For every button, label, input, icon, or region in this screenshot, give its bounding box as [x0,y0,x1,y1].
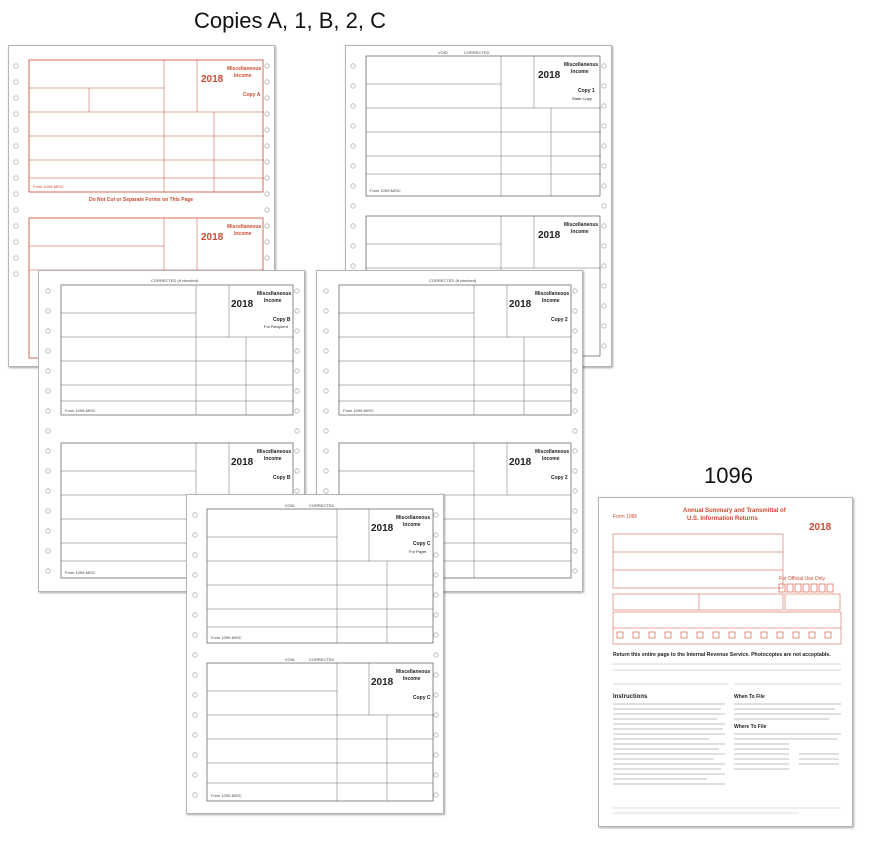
form-copy-c-bottom [207,657,433,801]
void-2: VOID [285,657,295,662]
title-1: Miscellaneous [396,515,431,521]
title-2: Income [403,522,421,528]
void: VOID [285,503,295,508]
copy-label-2: Copy 2 [551,475,568,481]
do-not-cut: Do Not Cut or Separate Forms on This Page [89,197,194,203]
title-2b: Income [234,231,252,237]
void: VOID [438,50,448,55]
year-2: 2018 [201,232,224,243]
title-1: Annual Summary and Transmittal of [683,508,786,514]
title-1: Miscellaneous [227,66,262,72]
year: 2018 [809,522,832,533]
form-label: Form 1099-MISC [65,408,96,413]
title-2b: Income [264,456,282,462]
year-2: 2018 [509,457,532,468]
form-1096-svg [599,498,852,826]
copy-label: Copy A [243,92,261,98]
title-1b: Miscellaneous [227,224,262,230]
title-2: Income [571,69,589,75]
title-1: Miscellaneous [257,291,292,297]
form-copy-b-top [61,278,293,415]
year: 2018 [201,74,224,85]
year-2: 2018 [371,677,394,688]
year: 2018 [371,523,394,534]
copy-label: Copy C [413,541,431,547]
corrected-2: CORRECTED [309,657,335,662]
copy-c-sheet [186,494,444,814]
corrected-if-checked: CORRECTED (if checked) [151,278,199,283]
copy-label: Copy 2 [551,317,568,323]
title-1b: Miscellaneous [535,449,570,455]
form-copy-2-top [339,278,571,415]
year: 2018 [538,70,561,81]
title-2b: Income [571,229,589,235]
year: 2018 [231,299,254,310]
title-2: U.S. Information Returns [687,516,758,522]
year: 2018 [509,299,532,310]
copies-title: Copies A, 1, B, 2, C [194,8,386,33]
form-1096-sheet [598,497,853,827]
form-copy-c-top [207,503,433,643]
form-label: Form 1099-MISC [370,188,401,193]
form-label: Form 1099-MISC [33,184,64,189]
year-2: 2018 [538,230,561,241]
title-2b: Income [403,676,421,682]
form-label: Form 1096 [613,514,638,520]
for-recipient: For Recipient [264,324,288,329]
corrected-if-checked: CORRECTED (if checked) [429,278,477,283]
form-label-2: Form 1099-MISC [65,570,96,575]
form-label-2: Form 1099-MISC [211,793,242,798]
instructions: Instructions [613,694,648,700]
form-copy-1-top [366,50,601,196]
state-copy: State Copy [572,96,592,101]
copy-label: Copy 1 [578,88,595,94]
title-1b: Miscellaneous [396,669,431,675]
where-to-file: Where To File [734,724,767,730]
title-1: Miscellaneous [535,291,570,297]
form-label: Form 1099-MISC [211,635,242,640]
official-use: For Official Use Only [779,576,826,582]
return-notice: Return this entire page to the Internal Revenue Service. Photocopies are not acceptable. [613,652,831,658]
title-2: Income [542,298,560,304]
corrected: CORRECTED [309,503,335,508]
form-label: Form 1099-MISC [343,408,374,413]
title-1b: Miscellaneous [564,222,599,228]
form-1096-title: 1096 [704,463,753,488]
title-1: Miscellaneous [564,62,599,68]
copy-c-svg [187,495,443,813]
form-copy-a-top [29,60,264,203]
copy-label: Copy B [273,317,291,323]
corrected: CORRECTED [464,50,490,55]
copy-label-2: Copy B [273,475,291,481]
copy-label-2: Copy C [413,695,431,701]
for-payer: For Payer [409,549,427,554]
title-2b: Income [542,456,560,462]
year-2: 2018 [231,457,254,468]
title-2: Income [234,73,252,79]
title-1b: Miscellaneous [257,449,292,455]
title-2: Income [264,298,282,304]
when-to-file: When To File [734,694,765,700]
